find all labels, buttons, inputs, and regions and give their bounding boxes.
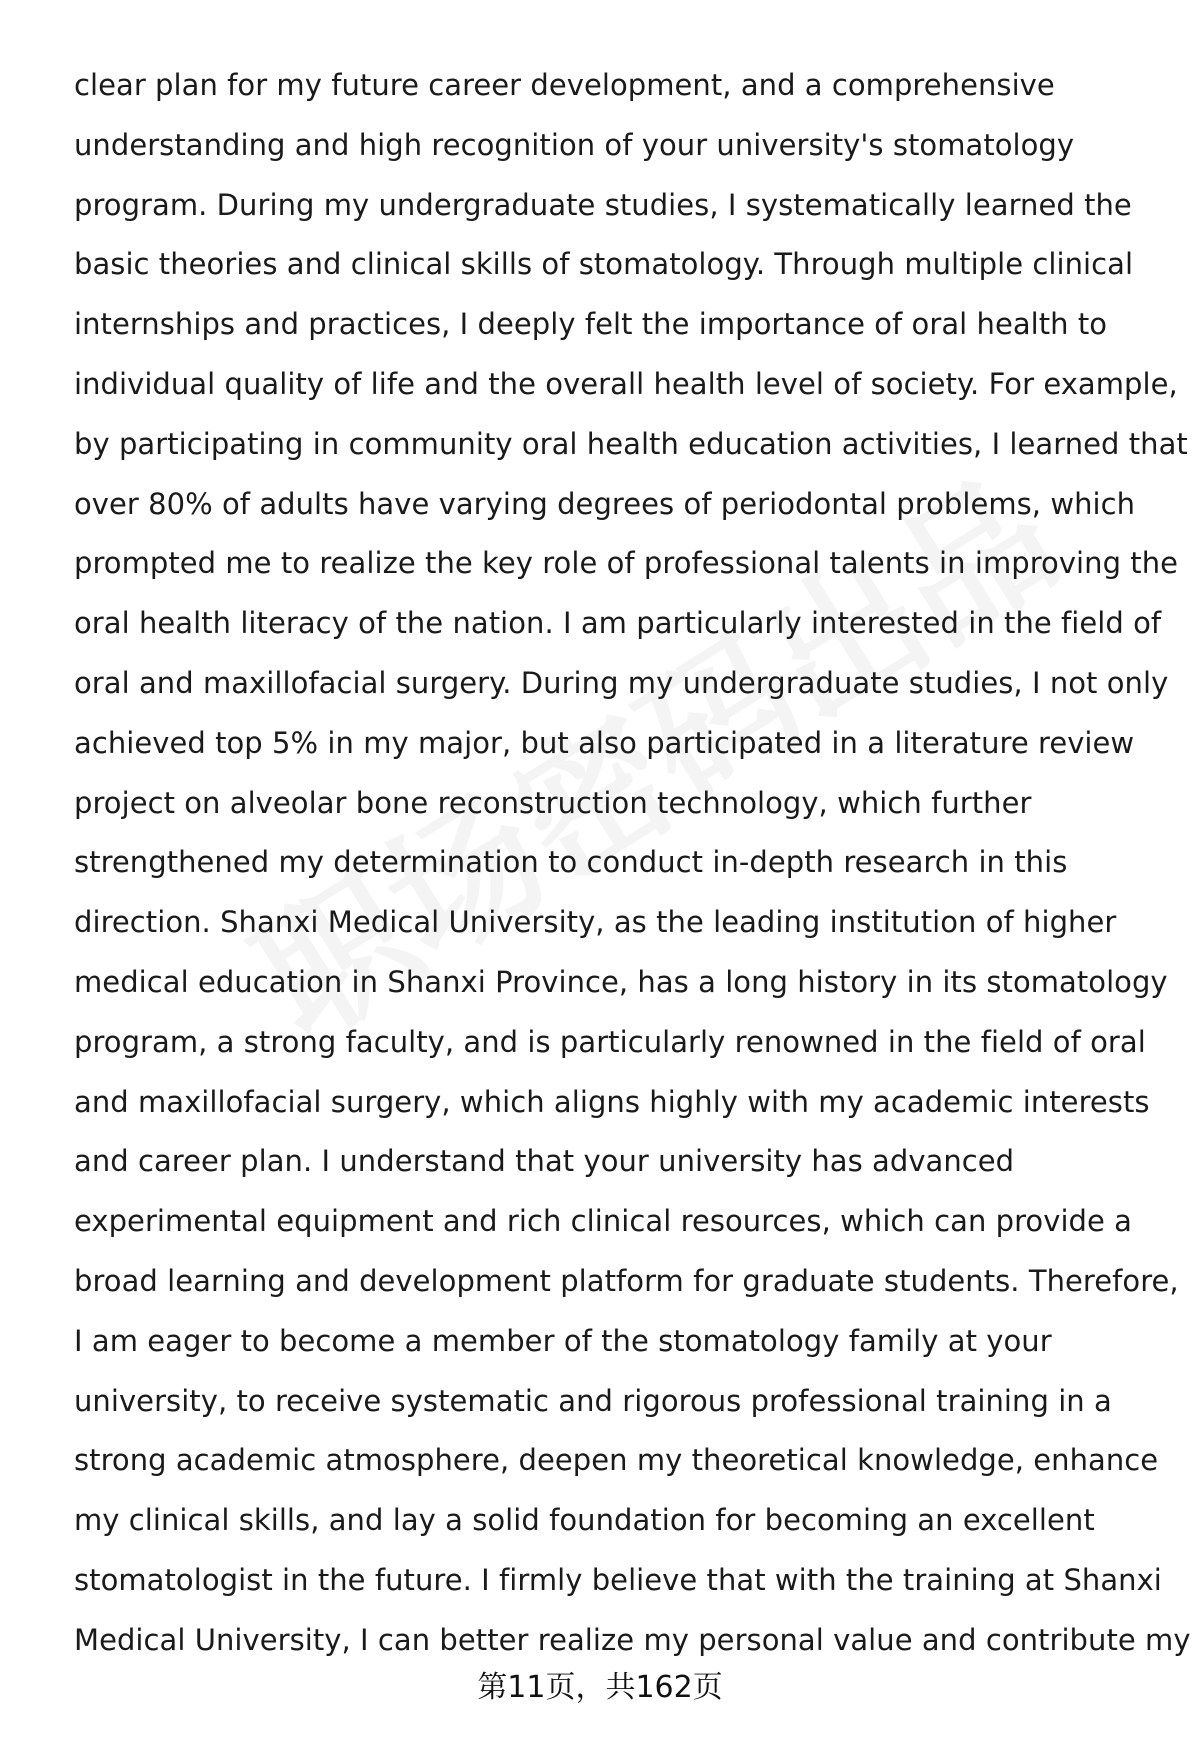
text-line: achieved top 5% in my major, but also participated in a literature review [74, 725, 1135, 760]
text-line: broad learning and development platform for graduate students. Therefore, [74, 1263, 1179, 1298]
text-line: I am eager to become a member of the stomatology family at your [74, 1323, 1052, 1358]
text-line: direction. Shanxi Medical University, as the leading institution of higher [74, 905, 1117, 940]
text-line: by participating in community oral health education activities, I learned that [74, 426, 1188, 461]
text-line: clear plan for my future career development, and a comprehensive [74, 68, 1055, 102]
text-line: stomatologist in the future. I firmly believe that with the training at Shanxi [74, 1562, 1162, 1597]
text-line: Medical University, I can better realize my personal value and contribute my [74, 1622, 1191, 1657]
page-number: 第11页，共162页 [477, 1670, 723, 1705]
text-line: understanding and high recognition of your university's stomatology [74, 127, 1075, 162]
text-line: and maxillofacial surgery, which aligns highly with my academic interests [74, 1084, 1150, 1119]
text-line: individual quality of life and the overall health level of society. For example, [74, 366, 1178, 401]
body-text [74, 56, 1191, 1671]
text-line: prompted me to realize the key role of professional talents in improving the [74, 546, 1179, 581]
text-line: oral and maxillofacial surgery. During my undergraduate studies, I not only [74, 665, 1169, 700]
text-line: experimental equipment and rich clinical resources, which can provide a [74, 1204, 1132, 1239]
text-line: program. During my undergraduate studies, I systematically learned the [74, 187, 1132, 222]
text-line: over 80% of adults have varying degrees of periodontal problems, which [74, 486, 1136, 521]
text-line: strengthened my determination to conduct in-depth research in this [74, 845, 1068, 880]
text-line: project on alveolar bone reconstruction technology, which further [74, 785, 1032, 820]
text-line: program, a strong faculty, and is particularly renowned in the field of oral [74, 1024, 1146, 1059]
text-line: medical education in Shanxi Province, has a long history in its stomatology [74, 964, 1168, 999]
text-line: basic theories and clinical skills of stomatology. Through multiple clinical [74, 247, 1134, 282]
text-line: my clinical skills, and lay a solid foundation for becoming an excellent [74, 1503, 1095, 1538]
text-line: internships and practices, I deeply felt the importance of oral health to [74, 307, 1108, 342]
text-line: strong academic atmosphere, deepen my theoretical knowledge, enhance [74, 1443, 1159, 1478]
text-line: and career plan. I understand that your university has advanced [74, 1144, 1015, 1179]
text-line: university, to receive systematic and rigorous professional training in a [74, 1383, 1112, 1418]
text-line: oral health literacy of the nation. I am particularly interested in the field of [74, 606, 1162, 641]
